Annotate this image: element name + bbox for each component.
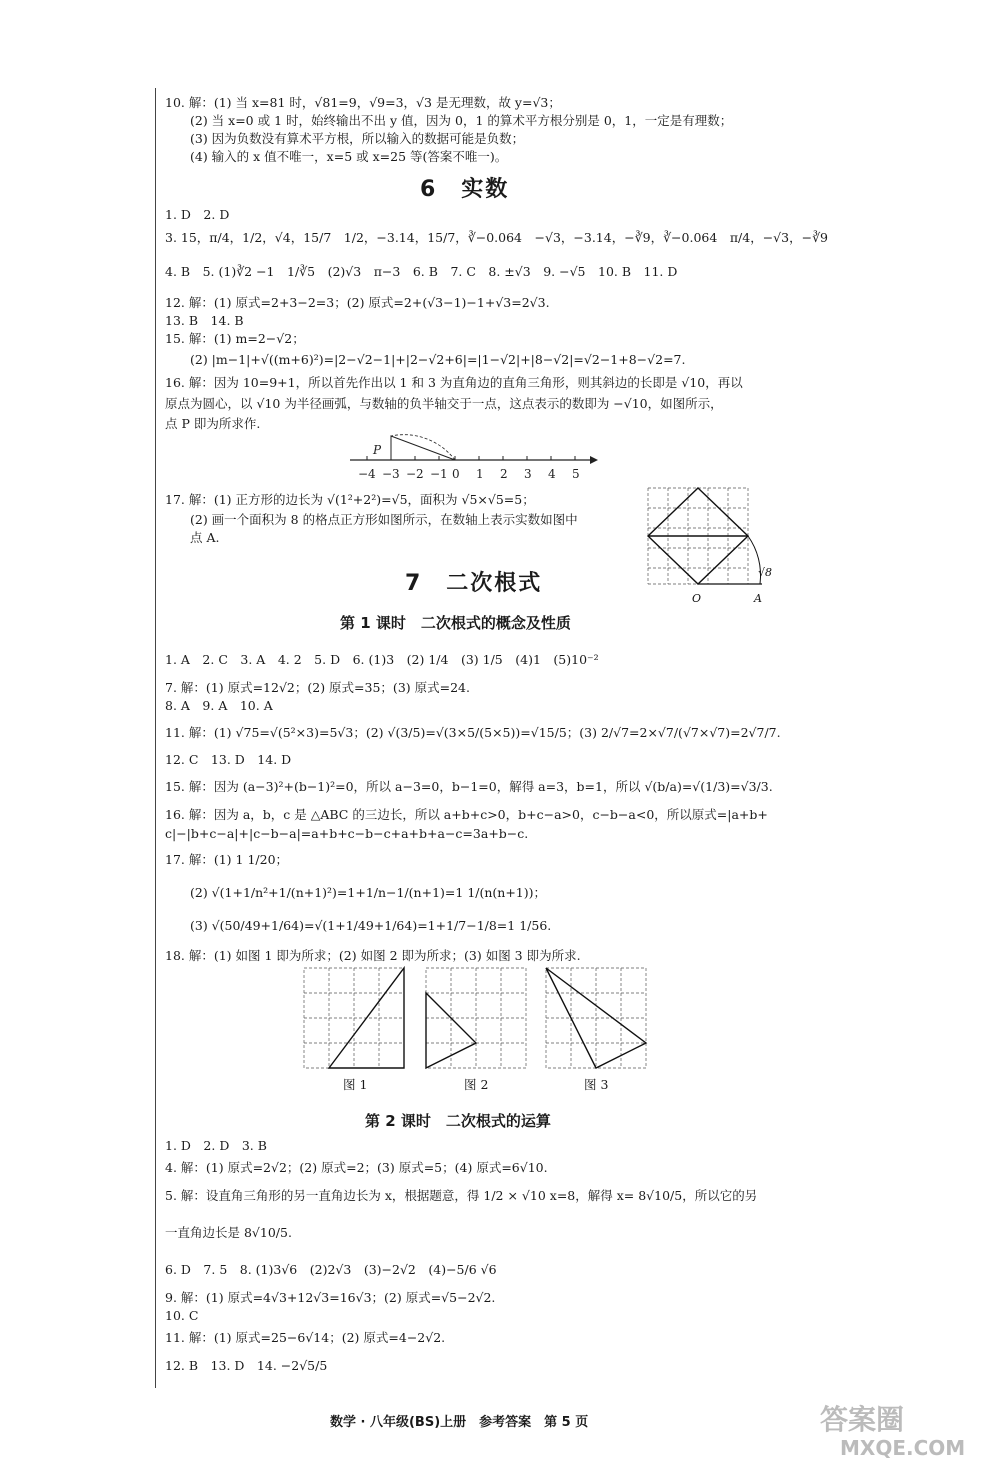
- tick-label: −1: [430, 467, 448, 481]
- answer-line: 12. C 13. D 14. D: [165, 752, 292, 767]
- answer-line: 点 A.: [190, 530, 220, 545]
- section-title-6: 6 实数: [420, 177, 510, 202]
- number-line-figure: [345, 428, 600, 488]
- answer-line: c|−|b+c−a|+|c−b−a|=a+b+c−b−c+a+b+a−c=3a+b−c.: [165, 826, 529, 841]
- point-a-label: A: [754, 592, 762, 605]
- tick-label: −4: [358, 467, 376, 481]
- answer-line: 10. 解：(1) 当 x=81 时，√81=9，√9=3，√3 是无理数，故 y=√3；: [165, 95, 561, 110]
- answer-line: 1. D 2. D 3. B: [165, 1138, 267, 1153]
- answer-line: (4) 输入的 x 值不唯一，x=5 或 x=25 等(答案不唯一)。: [190, 149, 508, 164]
- tick-label: 1: [476, 467, 484, 481]
- tick-label: 5: [572, 467, 580, 481]
- answer-line: 9. 解：(1) 原式=4√3+12√3=16√3；(2) 原式=√5−2√2.: [165, 1290, 496, 1305]
- answer-line: 13. B 14. B: [165, 313, 244, 328]
- answer-line: 7. 解：(1) 原式=12√2；(2) 原式=35；(3) 原式=24.: [165, 680, 470, 695]
- answer-line: (2) 画一个面积为 8 的格点正方形如图所示，在数轴上表示实数如图中: [190, 512, 578, 527]
- answer-line: 11. 解：(1) √75=√(5²×3)=5√3；(2) √(3/5)=√(3×5/(5×5))=√15/5；(3) 2/√7=2×√7/(√7×√7)=2√7/7.: [165, 725, 781, 740]
- answer-line: 16. 解：因为 10=9+1，所以首先作出以 1 和 3 为直角边的直角三角形，则其斜边的长即是 √10，再以: [165, 375, 743, 390]
- answer-line: 8. A 9. A 10. A: [165, 698, 273, 713]
- lesson-1-title: 第 1 课时 二次根式的概念及性质: [340, 614, 571, 632]
- answer-line: (2) 当 x=0 或 1 时，始终输出不出 y 值，因为 0，1 的算术平方根分别是 0，1，一定是有理数；: [190, 113, 733, 128]
- section-title-7: 7 二次根式: [405, 571, 543, 596]
- answer-line: 5. 解：设直角三角形的另一直角边长为 x，根据题意，得 1/2 × √10 x=8，解得 x= 8√10/5，所以它的另: [165, 1188, 758, 1203]
- page-footer: 数学 · 八年级(BS)上册 参考答案 第 5 页: [330, 1415, 589, 1430]
- answer-line: 12. 解：(1) 原式=2+3−2=3；(2) 原式=2+(√3−1)−1+√3=2√3.: [165, 295, 550, 310]
- origin-label: O: [692, 592, 702, 605]
- answer-line: 3. 15，π/4，1/2，√4，15/7 1/2，−3.14，15/7，∛−0.064 −√3，−3.14，−∛9，∛−0.064 π/4，−√3，−∛9: [165, 230, 828, 245]
- tick-label: −2: [406, 467, 424, 481]
- answer-line: 4. 解：(1) 原式=2√2；(2) 原式=2；(3) 原式=5；(4) 原式=6√10.: [165, 1160, 548, 1175]
- answer-line: 11. 解：(1) 原式=25−6√14；(2) 原式=4−2√2.: [165, 1330, 446, 1345]
- answer-line: 18. 解：(1) 如图 1 即为所求；(2) 如图 2 即为所求；(3) 如图 3 即为所求.: [165, 948, 581, 963]
- watermark-logo: 答案圈: [820, 1403, 905, 1436]
- answer-line: 16. 解：因为 a，b，c 是 △ABC 的三边长，所以 a+b+c>0，b+c−a>0，c−b−a<0，所以原式=|a+b+: [165, 807, 768, 822]
- answer-line: 10. C: [165, 1308, 199, 1323]
- figure-1-caption: 图 1: [343, 1077, 368, 1092]
- triangle-figures: [298, 962, 658, 1074]
- lesson-2-title: 第 2 课时 二次根式的运算: [365, 1112, 551, 1130]
- figure-2-caption: 图 2: [464, 1077, 489, 1092]
- point-p-label: P: [373, 443, 382, 457]
- tick-label: −3: [382, 467, 400, 481]
- answer-line: 15. 解：因为 (a−3)²+(b−1)²=0，所以 a−3=0，b−1=0，解得 a=3，b=1，所以 √(b/a)=√(1/3)=√3/3.: [165, 779, 773, 794]
- answer-line: (2) √(1+1/n²+1/(n+1)²)=1+1/n−1/(n+1)=1 1/(n(n+1))；: [190, 885, 547, 900]
- answer-line: 12. B 13. D 14. −2√5/5: [165, 1358, 328, 1373]
- answer-line: 4. B 5. (1)∛2 −1 1/∛5 (2)√3 π−3 6. B 7. C 8. ±√3 9. −√5 10. B 11. D: [165, 264, 678, 279]
- tick-label: 2: [500, 467, 508, 481]
- answer-line: 1. A 2. C 3. A 4. 2 5. D 6. (1)3 (2) 1/4 (3) 1/5 (4)1 (5)10⁻²: [165, 652, 599, 667]
- tick-label: 3: [524, 467, 532, 481]
- watermark-url: MXQE.COM: [840, 1436, 966, 1460]
- answer-line: 一直角边长是 8√10/5.: [165, 1225, 292, 1240]
- answer-line: (2) |m−1|+√((m+6)²)=|2−√2−1|+|2−√2+6|=|1−√2|+|8−√2|=√2−1+8−√2=7.: [190, 352, 686, 367]
- figure-3-caption: 图 3: [584, 1077, 609, 1092]
- answer-line: 原点为圆心，以 √10 为半径画弧，与数轴的负半轴交于一点，这点表示的数即为 −√10，如图所示，: [165, 396, 723, 411]
- margin-rule: [155, 88, 156, 1388]
- answer-line: 1. D 2. D: [165, 207, 230, 222]
- answer-line: 17. 解：(1) 正方形的边长为 √(1²+2²)=√5，面积为 √5×√5=5；: [165, 492, 535, 507]
- answer-line: 点 P 即为所求作.: [165, 416, 261, 431]
- answer-line: 17. 解：(1) 1 1/20；: [165, 852, 289, 867]
- tick-label: 4: [548, 467, 556, 481]
- answer-line: (3) √(50/49+1/64)=√(1+1/49+1/64)=1+1/7−1/8=1 1/56.: [190, 918, 552, 933]
- sqrt8-label: √8: [758, 566, 773, 579]
- answer-line: (3) 因为负数没有算术平方根，所以输入的数据可能是负数；: [190, 131, 525, 146]
- answer-line: 15. 解：(1) m=2−√2；: [165, 331, 305, 346]
- tick-label: 0: [452, 467, 460, 481]
- grid-square-figure: [640, 484, 780, 606]
- answer-line: 6. D 7. 5 8. (1)3√6 (2)2√3 (3)−2√2 (4)−5/6 √6: [165, 1262, 497, 1277]
